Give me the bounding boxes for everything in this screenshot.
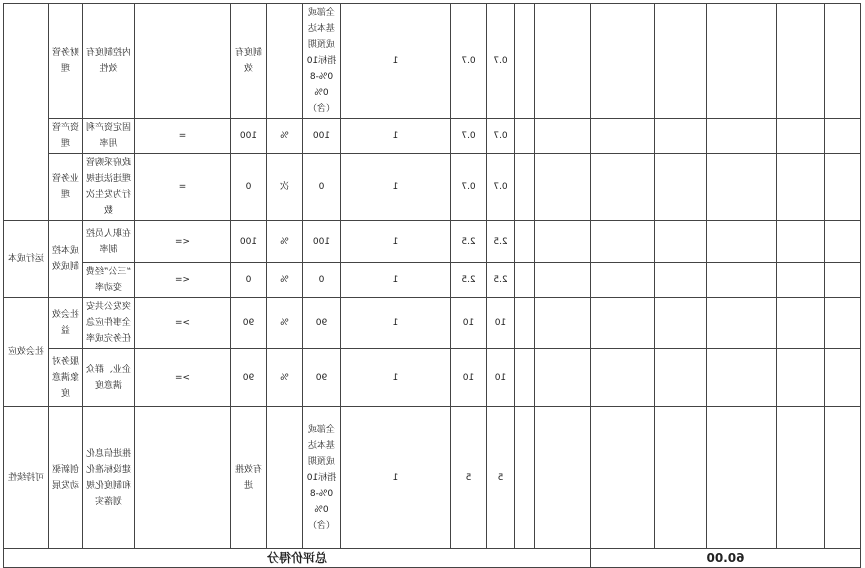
table-row: 10 10 1 90 % 90 >= 企业、群众满意度 服务对象满意度 [4, 349, 861, 407]
table-row: 0.7 0.7 1 0 次 0 = 政府采购管理违法违规行为发生次数 业务管理 [4, 154, 861, 221]
table-row: 2.5 2.5 1 100 % 100 <= 在职人员控制率 成本控制成效 运行成本 [4, 221, 861, 263]
total-score-label: 总评价得分 [4, 549, 591, 568]
performance-evaluation-table [3, 3, 861, 568]
table-row: 5 5 1 全部或基本达成预期指标100%-80%（含） 有效推进 推进信息化建设标准化和制度化规划落实 创新驱动发展 可持续性 [4, 407, 861, 549]
table-row: 10 10 1 90 % 90 >= 突发公共安全事件应急任务完成率 社会效益 社会效应 [4, 298, 861, 349]
total-score-value: 60.00 [591, 549, 861, 568]
total-row [4, 549, 861, 568]
table-row: 0.7 0.7 1 全部或基本达成预期指标100%-80%（含） 制度有效 内控制度有效性 财务管理 [4, 4, 861, 119]
table-row: 0.7 0.7 1 100 % 100 = 固定资产利用率 资产管理 [4, 119, 861, 154]
table-row: 2.5 2.5 1 0 % 0 <= “三公”经费变动率 [4, 263, 861, 298]
